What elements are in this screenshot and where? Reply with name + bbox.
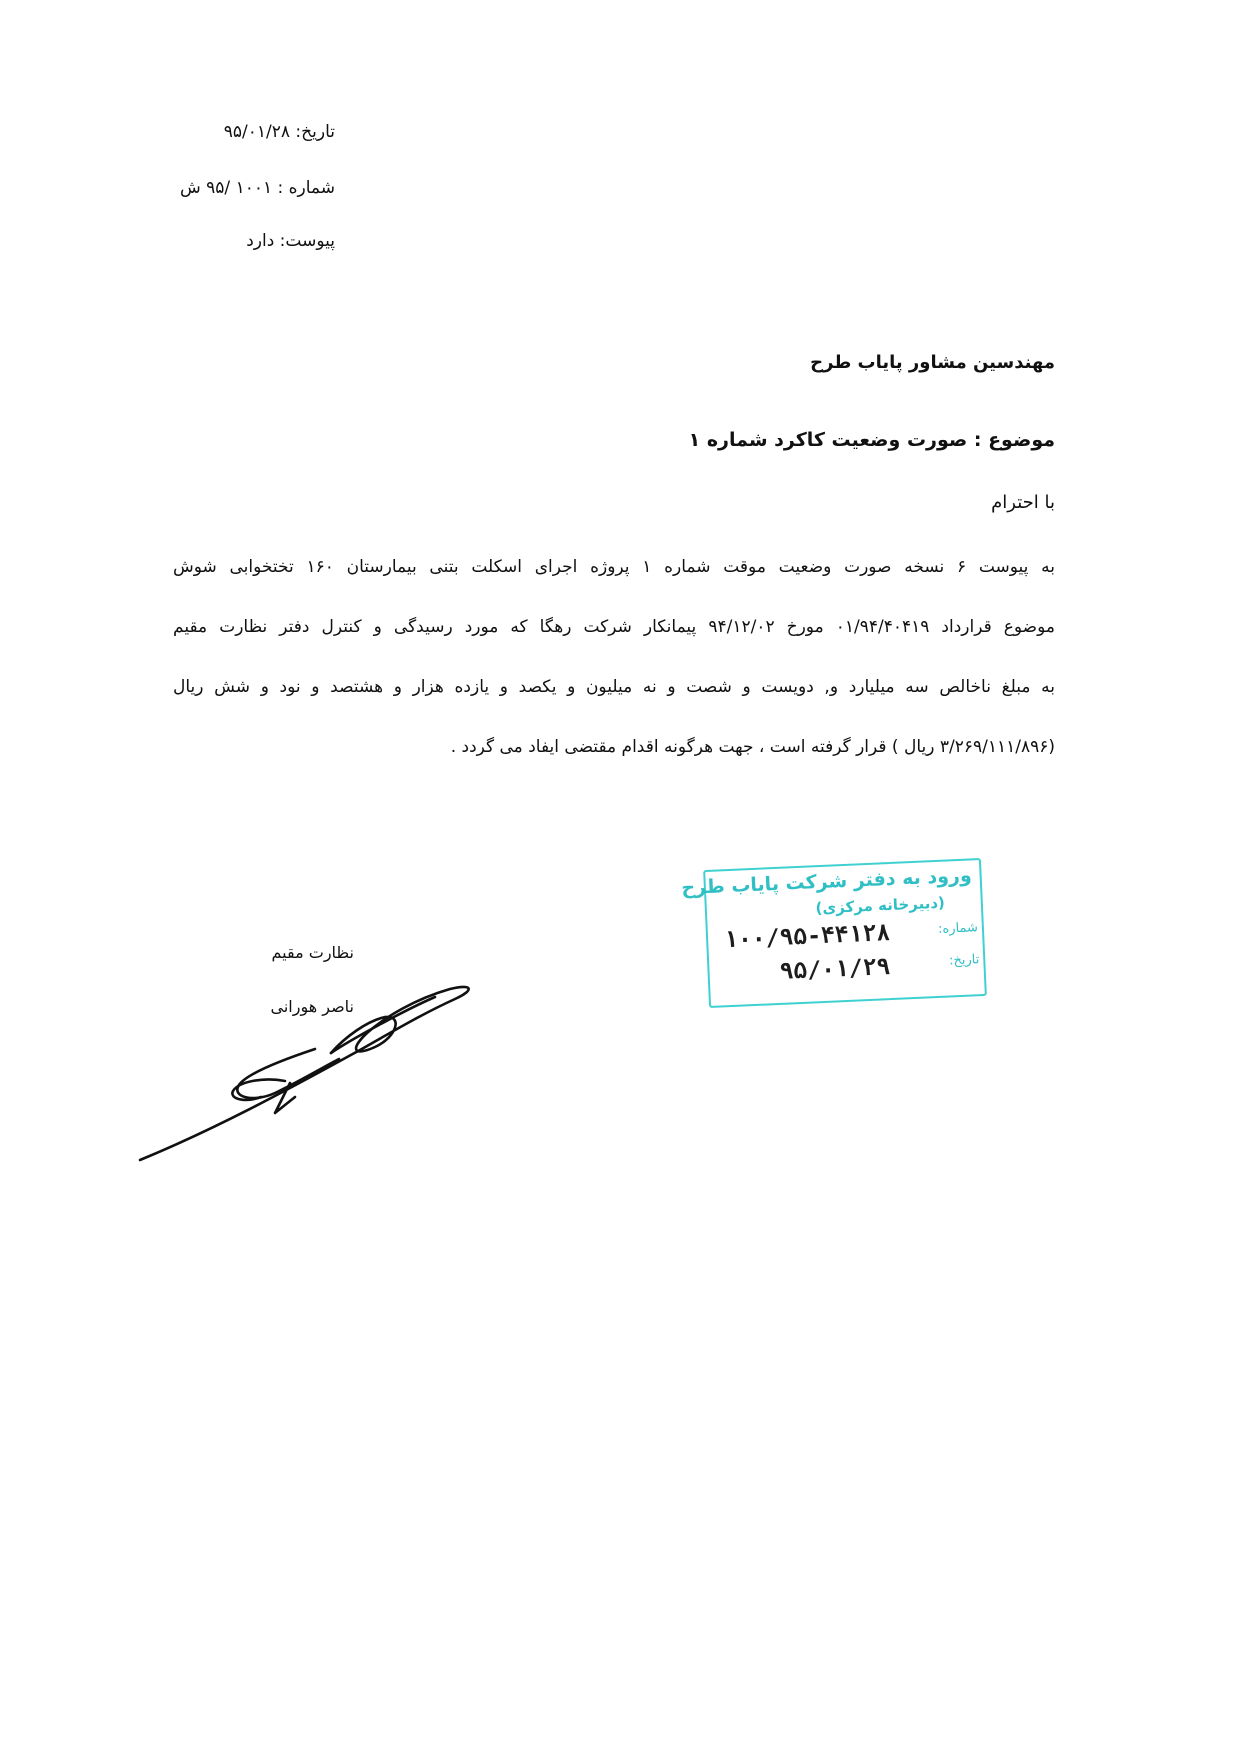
stamp-number-label: شماره: (937, 920, 979, 937)
letter-number: شماره : ۱۰۰۱ /۹۵ ش (180, 178, 335, 198)
body-line: (۳/۲۶۹/۱۱۱/۸۹۶ ریال ) قرار گرفته است ، جهت هرگونه اقدام مقتضی ایفاد می گردد . (450, 737, 1055, 757)
stamp-date-label: تاریخ: (948, 952, 980, 969)
body-line: به مبلغ ناخالص سه میلیارد و, دویست و شصت و نه میلیون و یکصد و یازده هزار و هشتصد و نود و شش ریال (173, 677, 1055, 697)
letter-attachment: پیوست: دارد (246, 231, 335, 251)
subject-line: موضوع : صورت وضعیت کاکرد شماره ۱ (688, 429, 1055, 451)
recipient: مهندسین مشاور پایاب طرح (810, 352, 1055, 373)
letter-date: تاریخ: ۹۵/۰۱/۲۸ (223, 122, 335, 142)
stamp-subheading: (دبیرخانه مرکزی) (815, 893, 946, 918)
registry-stamp (680, 858, 987, 1008)
greeting: با احترام (991, 492, 1055, 513)
stamp-date-value: ۹۵/۰۱/۲۹ (779, 954, 891, 985)
signatory-title: نظارت مقیم (271, 943, 354, 962)
body-line: به پیوست ۶ نسخه صورت وضعیت موقت شماره ۱ پروژه اجرای اسکلت بتنی بیمارستان ۱۶۰ تختخوابی شوش (173, 557, 1055, 577)
signatory-name: ناصر هورانی (270, 997, 354, 1016)
body-line: موضوع قرارداد ۰۱/۹۴/۴۰۴۱۹ مورخ ۹۴/۱۲/۰۲ پیمانکار شرکت رهگا که مورد رسیدگی و کنترل دفتر نظارت مقیم (173, 617, 1056, 637)
stamp-heading: ورود به دفتر شرکت پایاب طرح (680, 864, 973, 900)
letter-body (173, 552, 1055, 792)
handwritten-signature (135, 985, 480, 1165)
stamp-number-value: ۱۰۰/۹۵-۴۴۱۲۸ (723, 920, 891, 954)
